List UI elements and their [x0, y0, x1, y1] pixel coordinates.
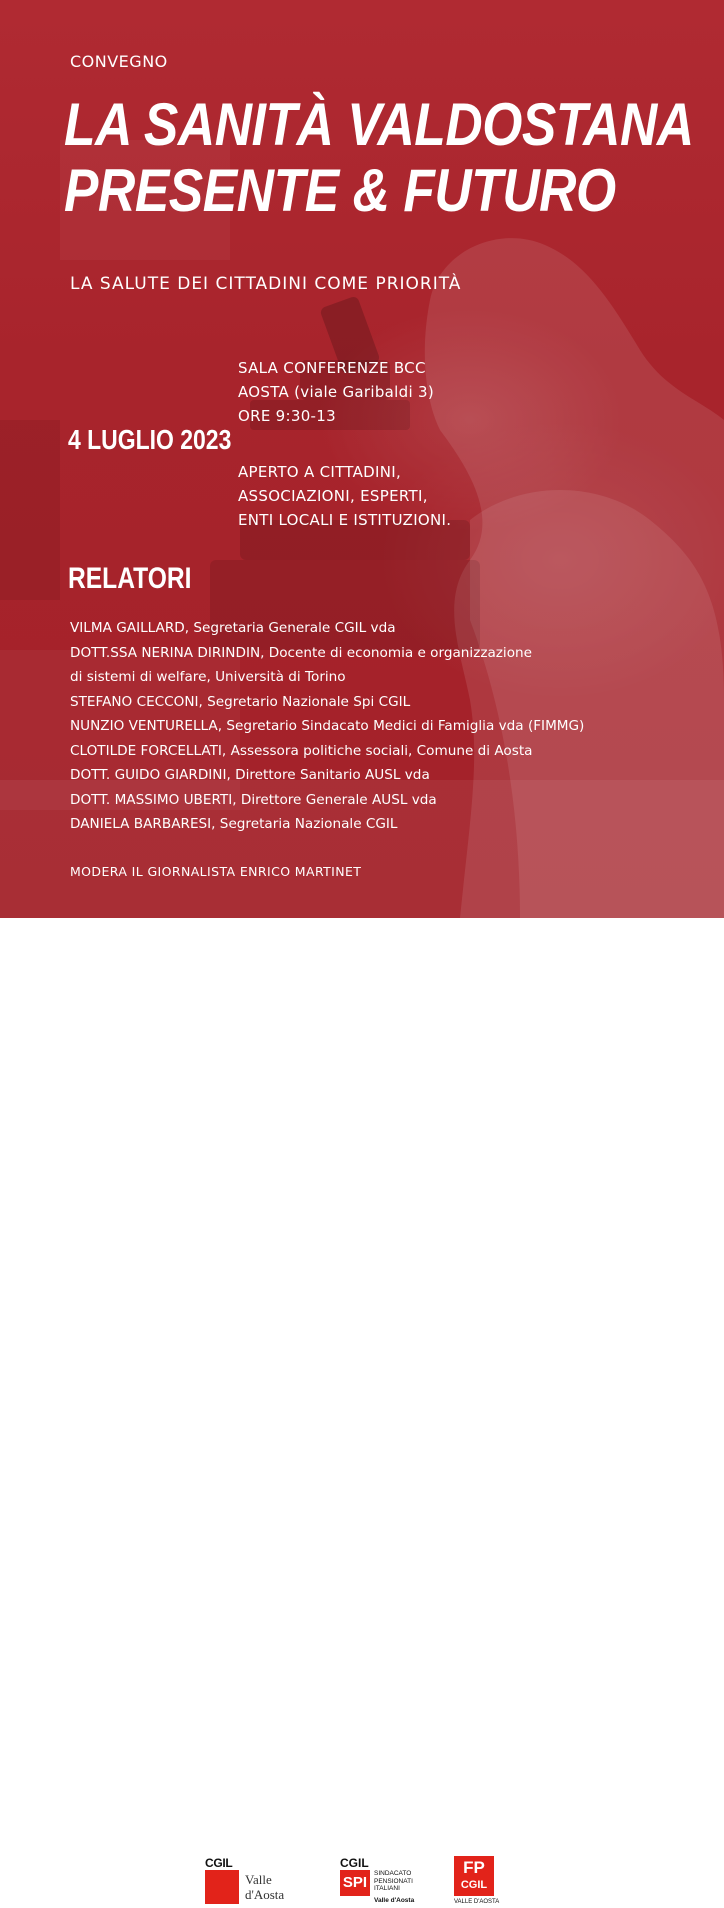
- event-audience: [238, 460, 451, 532]
- region-line: d'Aosta: [245, 1887, 285, 1902]
- cgil-valle-daosta-logo: [205, 1856, 295, 1906]
- event-title: [64, 92, 694, 224]
- fp-box: [454, 1856, 494, 1896]
- spi-region: Valle d'Aosta: [374, 1897, 415, 1904]
- audience-line: APERTO A CITTADINI,: [238, 463, 402, 481]
- audience-line: ASSOCIAZIONI, ESPERTI,: [238, 487, 428, 505]
- spi-name-line: SINDACATO: [374, 1870, 412, 1877]
- speaker-item: STEFANO CECCONI, Segretario Nazionale Spi CGIL: [70, 693, 411, 710]
- speakers-heading: RELATORI: [68, 562, 192, 595]
- event-type-label: CONVEGNO: [70, 52, 168, 71]
- spi-cgil-logo: [338, 1856, 418, 1906]
- region-wordmark: [245, 1872, 284, 1902]
- speaker-item: DOTT. MASSIMO UBERTI, Direttore Generale AUSL vda: [70, 791, 437, 808]
- venue-line: ORE 9:30-13: [238, 407, 336, 425]
- speaker-item: VILMA GAILLARD, Segretaria Generale CGIL vda: [70, 620, 396, 636]
- fp-cgil-logo: [452, 1856, 502, 1908]
- venue-line: SALA CONFERENZE BCC: [238, 359, 426, 377]
- speaker-item: di sistemi di welfare, Università di Torino: [70, 669, 346, 685]
- fp-region: VALLE D'AOSTA: [454, 1899, 500, 1905]
- title-line: PRESENTE & FUTURO: [64, 157, 616, 224]
- fp-cgil-wordmark: CGIL: [460, 1879, 488, 1891]
- region-line: Valle: [245, 1872, 272, 1887]
- cgil-wordmark: CGIL: [340, 1856, 369, 1870]
- fp-wordmark: FP: [463, 1858, 485, 1877]
- speaker-item: DOTT.SSA NERINA DIRINDIN, Docente di economia e organizzazione: [70, 644, 533, 661]
- event-poster: [0, 0, 724, 918]
- title-line: LA SANITÀ VALDOSTANA: [64, 91, 694, 158]
- speaker-item: CLOTILDE FORCELLATI, Assessora politiche sociali, Comune di Aosta: [70, 742, 533, 759]
- spi-full-name: [374, 1870, 413, 1893]
- event-venue: [238, 356, 434, 428]
- moderator-note: MODERA IL GIORNALISTA ENRICO MARTINET: [70, 864, 362, 879]
- event-subtitle: LA SALUTE DEI CITTADINI COME PRIORITÀ: [70, 274, 462, 294]
- spi-name-line: ITALIANI: [374, 1885, 400, 1892]
- red-square-icon: [205, 1870, 239, 1904]
- speaker-item: NUNZIO VENTURELLA, Segretario Sindacato Medici di Famiglia vda (FIMMG): [70, 718, 585, 734]
- speaker-item: DANIELA BARBARESI, Segretaria Nazionale CGIL: [70, 816, 398, 832]
- speaker-item: DOTT. GUIDO GIARDINI, Direttore Sanitario AUSL vda: [70, 767, 430, 783]
- event-date: 4 LUGLIO 2023: [68, 424, 232, 455]
- venue-line: AOSTA (viale Garibaldi 3): [238, 383, 434, 401]
- sponsor-footer: [0, 918, 724, 1905]
- audience-line: ENTI LOCALI E ISTITUZIONI.: [238, 511, 452, 529]
- cgil-wordmark: CGIL: [205, 1856, 233, 1870]
- spi-box: SPI: [340, 1870, 370, 1896]
- spi-name-line: PENSIONATI: [374, 1877, 413, 1885]
- speakers-list: [70, 616, 584, 837]
